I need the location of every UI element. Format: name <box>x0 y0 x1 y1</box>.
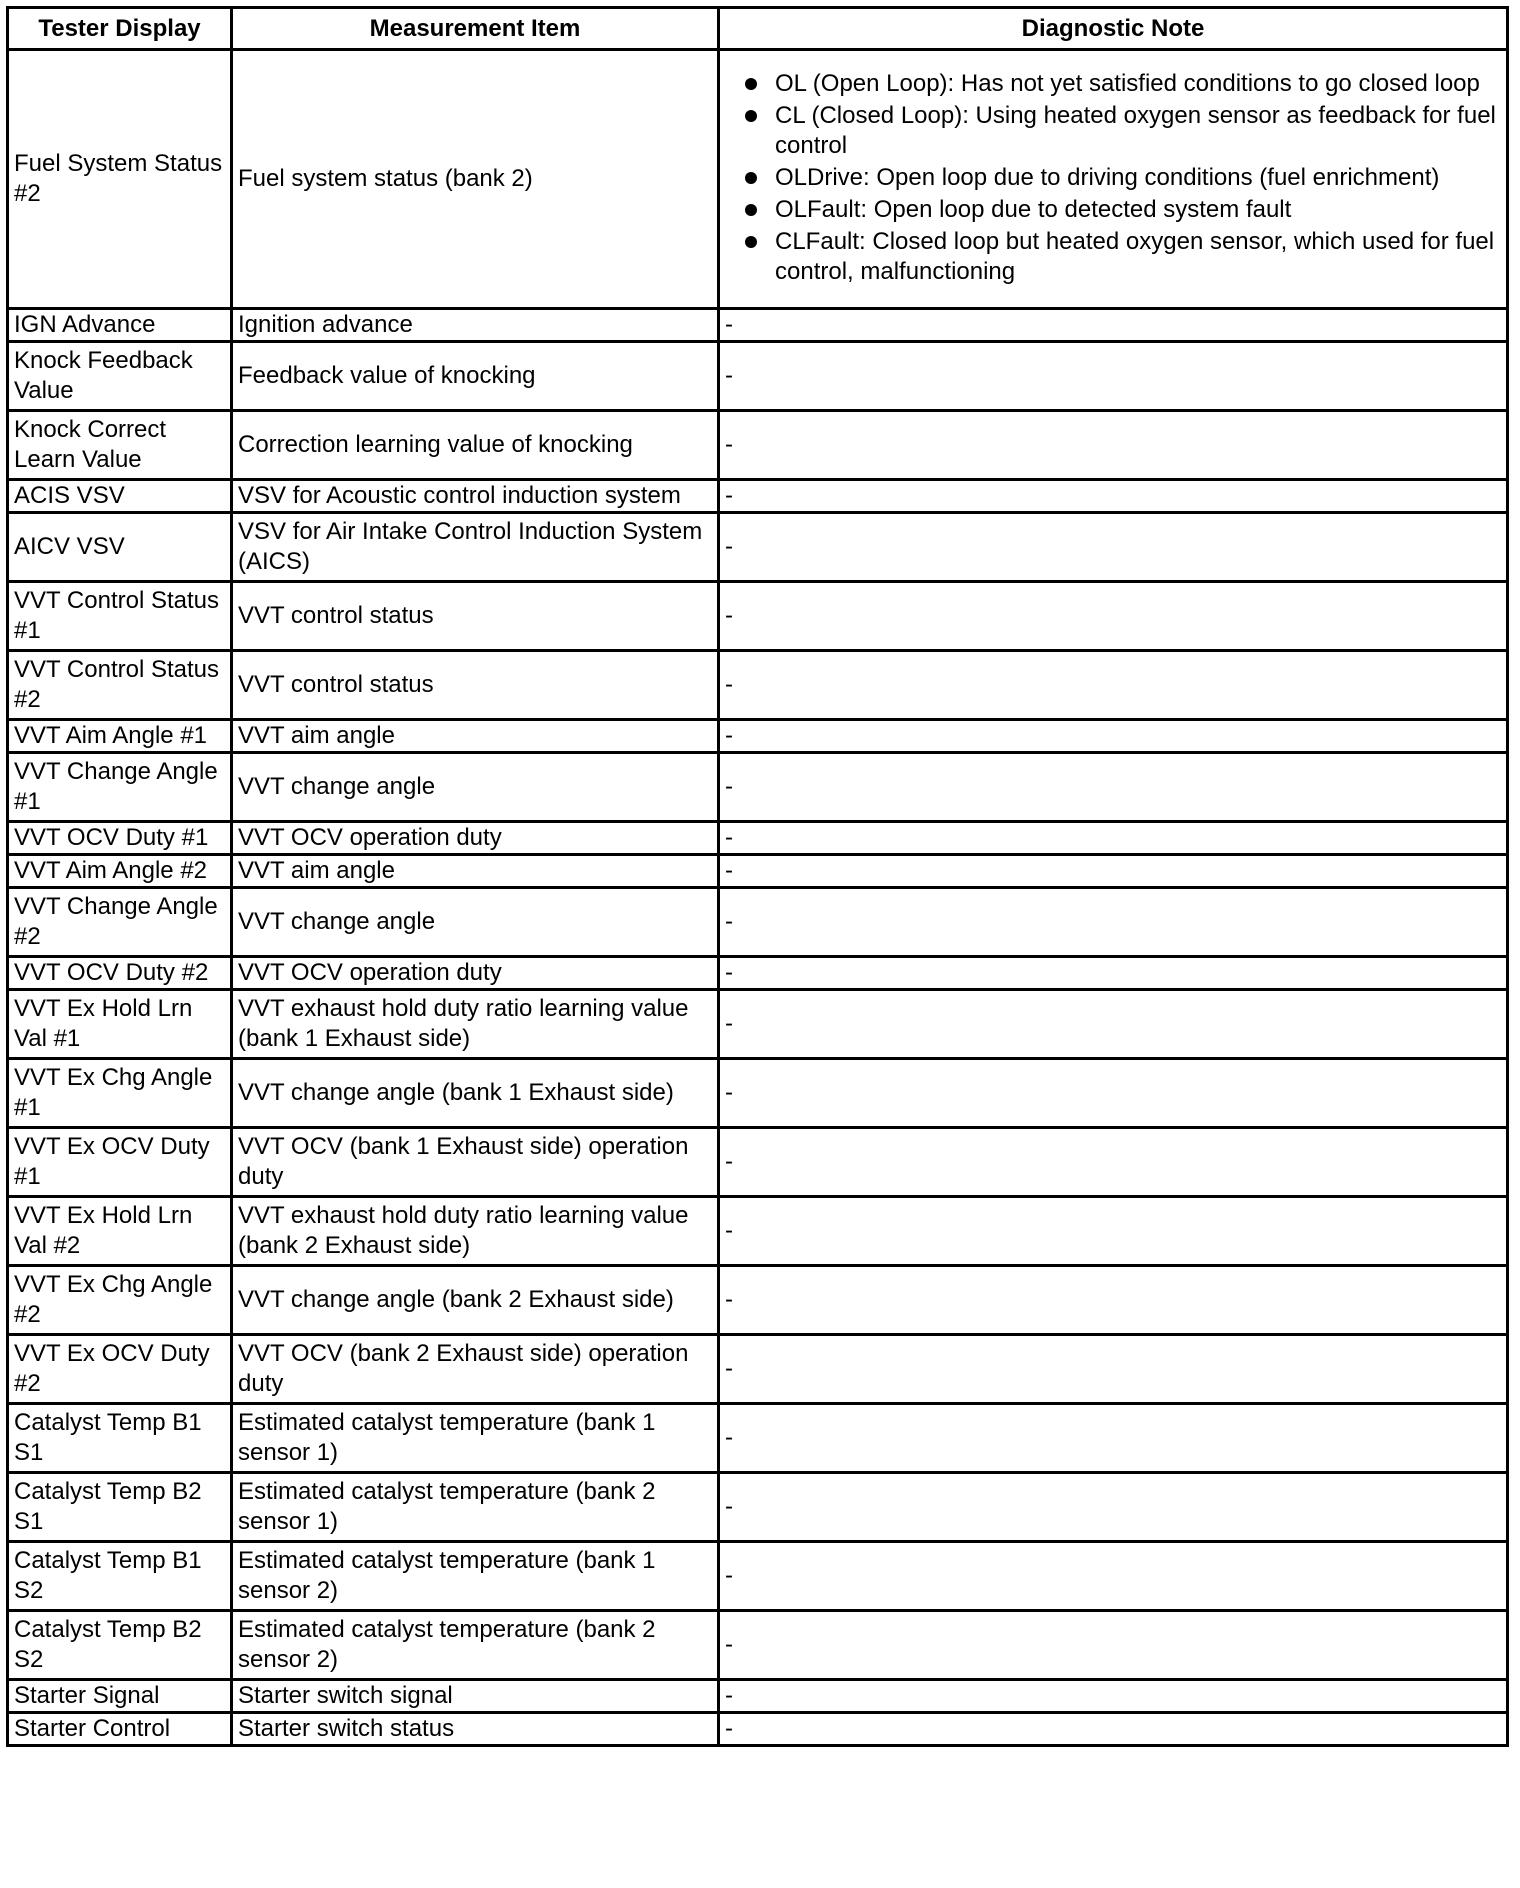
table-row <box>8 1542 1508 1611</box>
diagnostic-note-cell: - <box>719 342 1508 411</box>
diagnostic-note-cell: - <box>719 513 1508 582</box>
diagnostic-note-cell: - <box>719 855 1508 888</box>
tester-display-cell: VVT Ex Hold Lrn Val #2 <box>8 1197 232 1266</box>
diagnostic-note-cell: - <box>719 957 1508 990</box>
tester-display-cell: VVT OCV Duty #2 <box>8 957 232 990</box>
diagnostic-note-cell: - <box>719 1713 1508 1746</box>
tester-display-cell: Catalyst Temp B1 S1 <box>8 1404 232 1473</box>
diagnostic-note-cell: - <box>719 651 1508 720</box>
table-row <box>8 1611 1508 1680</box>
measurement-item-cell: VVT aim angle <box>232 855 719 888</box>
tester-display-cell: Catalyst Temp B1 S2 <box>8 1542 232 1611</box>
measurement-item-cell: Ignition advance <box>232 309 719 342</box>
diagnostic-note-cell: - <box>719 309 1508 342</box>
table-row <box>8 513 1508 582</box>
diagnostic-note-cell: - <box>719 888 1508 957</box>
measurement-item-cell: VVT change angle <box>232 753 719 822</box>
tester-display-cell: VVT Aim Angle #2 <box>8 855 232 888</box>
table-row <box>8 480 1508 513</box>
tester-display-cell: VVT Control Status #2 <box>8 651 232 720</box>
measurement-item-cell: VVT OCV operation duty <box>232 822 719 855</box>
table-row <box>8 411 1508 480</box>
measurement-item-cell: VSV for Air Intake Control Induction System (AICS) <box>232 513 719 582</box>
tester-display-cell: Knock Feedback Value <box>8 342 232 411</box>
note-item: CLFault: Closed loop but heated oxygen sensor, which used for fuel control, malfunctioning <box>745 227 1501 287</box>
measurement-item-cell: VVT aim angle <box>232 720 719 753</box>
diagnostic-note-cell: - <box>719 1473 1508 1542</box>
tester-display-cell: VVT Ex Chg Angle #2 <box>8 1266 232 1335</box>
diagnostic-note-cell: - <box>719 753 1508 822</box>
table-row <box>8 822 1508 855</box>
diagnostic-note-cell: - <box>719 1128 1508 1197</box>
tester-display-cell: VVT Ex Hold Lrn Val #1 <box>8 990 232 1059</box>
diagnostic-note-cell: - <box>719 822 1508 855</box>
diagnostic-table-container <box>6 6 1506 1747</box>
measurement-item-cell: VVT change angle (bank 1 Exhaust side) <box>232 1059 719 1128</box>
diagnostic-note-cell: - <box>719 1542 1508 1611</box>
diagnostic-note-cell: - <box>719 1404 1508 1473</box>
tester-display-cell: Catalyst Temp B2 S2 <box>8 1611 232 1680</box>
measurement-item-cell: VVT exhaust hold duty ratio learning value (bank 2 Exhaust side) <box>232 1197 719 1266</box>
note-list <box>725 69 1501 287</box>
table-row <box>8 855 1508 888</box>
table-row <box>8 720 1508 753</box>
diagnostic-note-cell: - <box>719 1059 1508 1128</box>
measurement-item-cell: Estimated catalyst temperature (bank 1 sensor 2) <box>232 1542 719 1611</box>
tester-display-cell: VVT Control Status #1 <box>8 582 232 651</box>
measurement-item-cell: VVT OCV operation duty <box>232 957 719 990</box>
note-item: CL (Closed Loop): Using heated oxygen sensor as feedback for fuel control <box>745 101 1501 161</box>
tester-display-cell: Starter Signal <box>8 1680 232 1713</box>
header-row <box>8 8 1508 50</box>
measurement-item-cell: VVT control status <box>232 651 719 720</box>
tester-display-cell: ACIS VSV <box>8 480 232 513</box>
diagnostic-note-cell: - <box>719 582 1508 651</box>
tester-display-cell: Starter Control <box>8 1713 232 1746</box>
measurement-item-cell: Correction learning value of knocking <box>232 411 719 480</box>
note-item: OLFault: Open loop due to detected system fault <box>745 195 1501 225</box>
table-row <box>8 651 1508 720</box>
bullet-icon <box>745 172 757 184</box>
measurement-item-cell: VVT exhaust hold duty ratio learning value (bank 1 Exhaust side) <box>232 990 719 1059</box>
table-row <box>8 1128 1508 1197</box>
bullet-icon <box>745 236 757 248</box>
diagnostic-note-cell: - <box>719 1611 1508 1680</box>
measurement-item-cell: VVT change angle (bank 2 Exhaust side) <box>232 1266 719 1335</box>
table-row <box>8 1266 1508 1335</box>
tester-display-cell: Catalyst Temp B2 S1 <box>8 1473 232 1542</box>
tester-display-cell: IGN Advance <box>8 309 232 342</box>
tester-display-cell: VVT Change Angle #1 <box>8 753 232 822</box>
table-row <box>8 582 1508 651</box>
table-row <box>8 309 1508 342</box>
tester-display-cell: VVT Ex Chg Angle #1 <box>8 1059 232 1128</box>
diagnostic-note-cell: - <box>719 720 1508 753</box>
measurement-item-cell: VVT OCV (bank 2 Exhaust side) operation duty <box>232 1335 719 1404</box>
table-row <box>8 1473 1508 1542</box>
diagnostic-note-cell: - <box>719 1266 1508 1335</box>
header-measurement-item: Measurement Item <box>232 8 719 50</box>
tester-display-cell: Knock Correct Learn Value <box>8 411 232 480</box>
measurement-item-cell: Starter switch signal <box>232 1680 719 1713</box>
measurement-item-cell: Estimated catalyst temperature (bank 2 sensor 1) <box>232 1473 719 1542</box>
table-row <box>8 1059 1508 1128</box>
table-row <box>8 888 1508 957</box>
table-row <box>8 1713 1508 1746</box>
tester-display-cell: Fuel System Status #2 <box>8 50 232 309</box>
note-item: OLDrive: Open loop due to driving conditions (fuel enrichment) <box>745 163 1501 193</box>
table-row <box>8 342 1508 411</box>
tester-display-cell: VVT Ex OCV Duty #2 <box>8 1335 232 1404</box>
tester-display-cell: VVT Change Angle #2 <box>8 888 232 957</box>
diagnostic-note-cell: - <box>719 480 1508 513</box>
diagnostic-note-cell: - <box>719 990 1508 1059</box>
table-row <box>8 1335 1508 1404</box>
header-diagnostic-note: Diagnostic Note <box>719 8 1508 50</box>
bullet-icon <box>745 78 757 90</box>
diagnostic-note-cell: - <box>719 1197 1508 1266</box>
measurement-item-cell: Estimated catalyst temperature (bank 1 sensor 1) <box>232 1404 719 1473</box>
table-row <box>8 957 1508 990</box>
tester-display-cell: VVT Ex OCV Duty #1 <box>8 1128 232 1197</box>
table-row <box>8 990 1508 1059</box>
header-tester-display: Tester Display <box>8 8 232 50</box>
table-row <box>8 1197 1508 1266</box>
table-row <box>8 1680 1508 1713</box>
tester-display-cell: VVT Aim Angle #1 <box>8 720 232 753</box>
note-item: OL (Open Loop): Has not yet satisfied conditions to go closed loop <box>745 69 1501 99</box>
measurement-item-cell: Fuel system status (bank 2) <box>232 50 719 309</box>
diagnostic-note-cell <box>719 50 1508 309</box>
measurement-item-cell: Estimated catalyst temperature (bank 2 sensor 2) <box>232 1611 719 1680</box>
diagnostic-note-cell: - <box>719 1335 1508 1404</box>
diagnostic-note-cell: - <box>719 1680 1508 1713</box>
tester-display-cell: VVT OCV Duty #1 <box>8 822 232 855</box>
diagnostic-table <box>6 6 1509 1747</box>
table-row <box>8 50 1508 309</box>
measurement-item-cell: Feedback value of knocking <box>232 342 719 411</box>
tester-display-cell: AICV VSV <box>8 513 232 582</box>
measurement-item-cell: VSV for Acoustic control induction system <box>232 480 719 513</box>
table-row <box>8 753 1508 822</box>
measurement-item-cell: Starter switch status <box>232 1713 719 1746</box>
measurement-item-cell: VVT control status <box>232 582 719 651</box>
bullet-icon <box>745 110 757 122</box>
measurement-item-cell: VVT change angle <box>232 888 719 957</box>
measurement-item-cell: VVT OCV (bank 1 Exhaust side) operation duty <box>232 1128 719 1197</box>
table-row <box>8 1404 1508 1473</box>
diagnostic-note-cell: - <box>719 411 1508 480</box>
bullet-icon <box>745 204 757 216</box>
